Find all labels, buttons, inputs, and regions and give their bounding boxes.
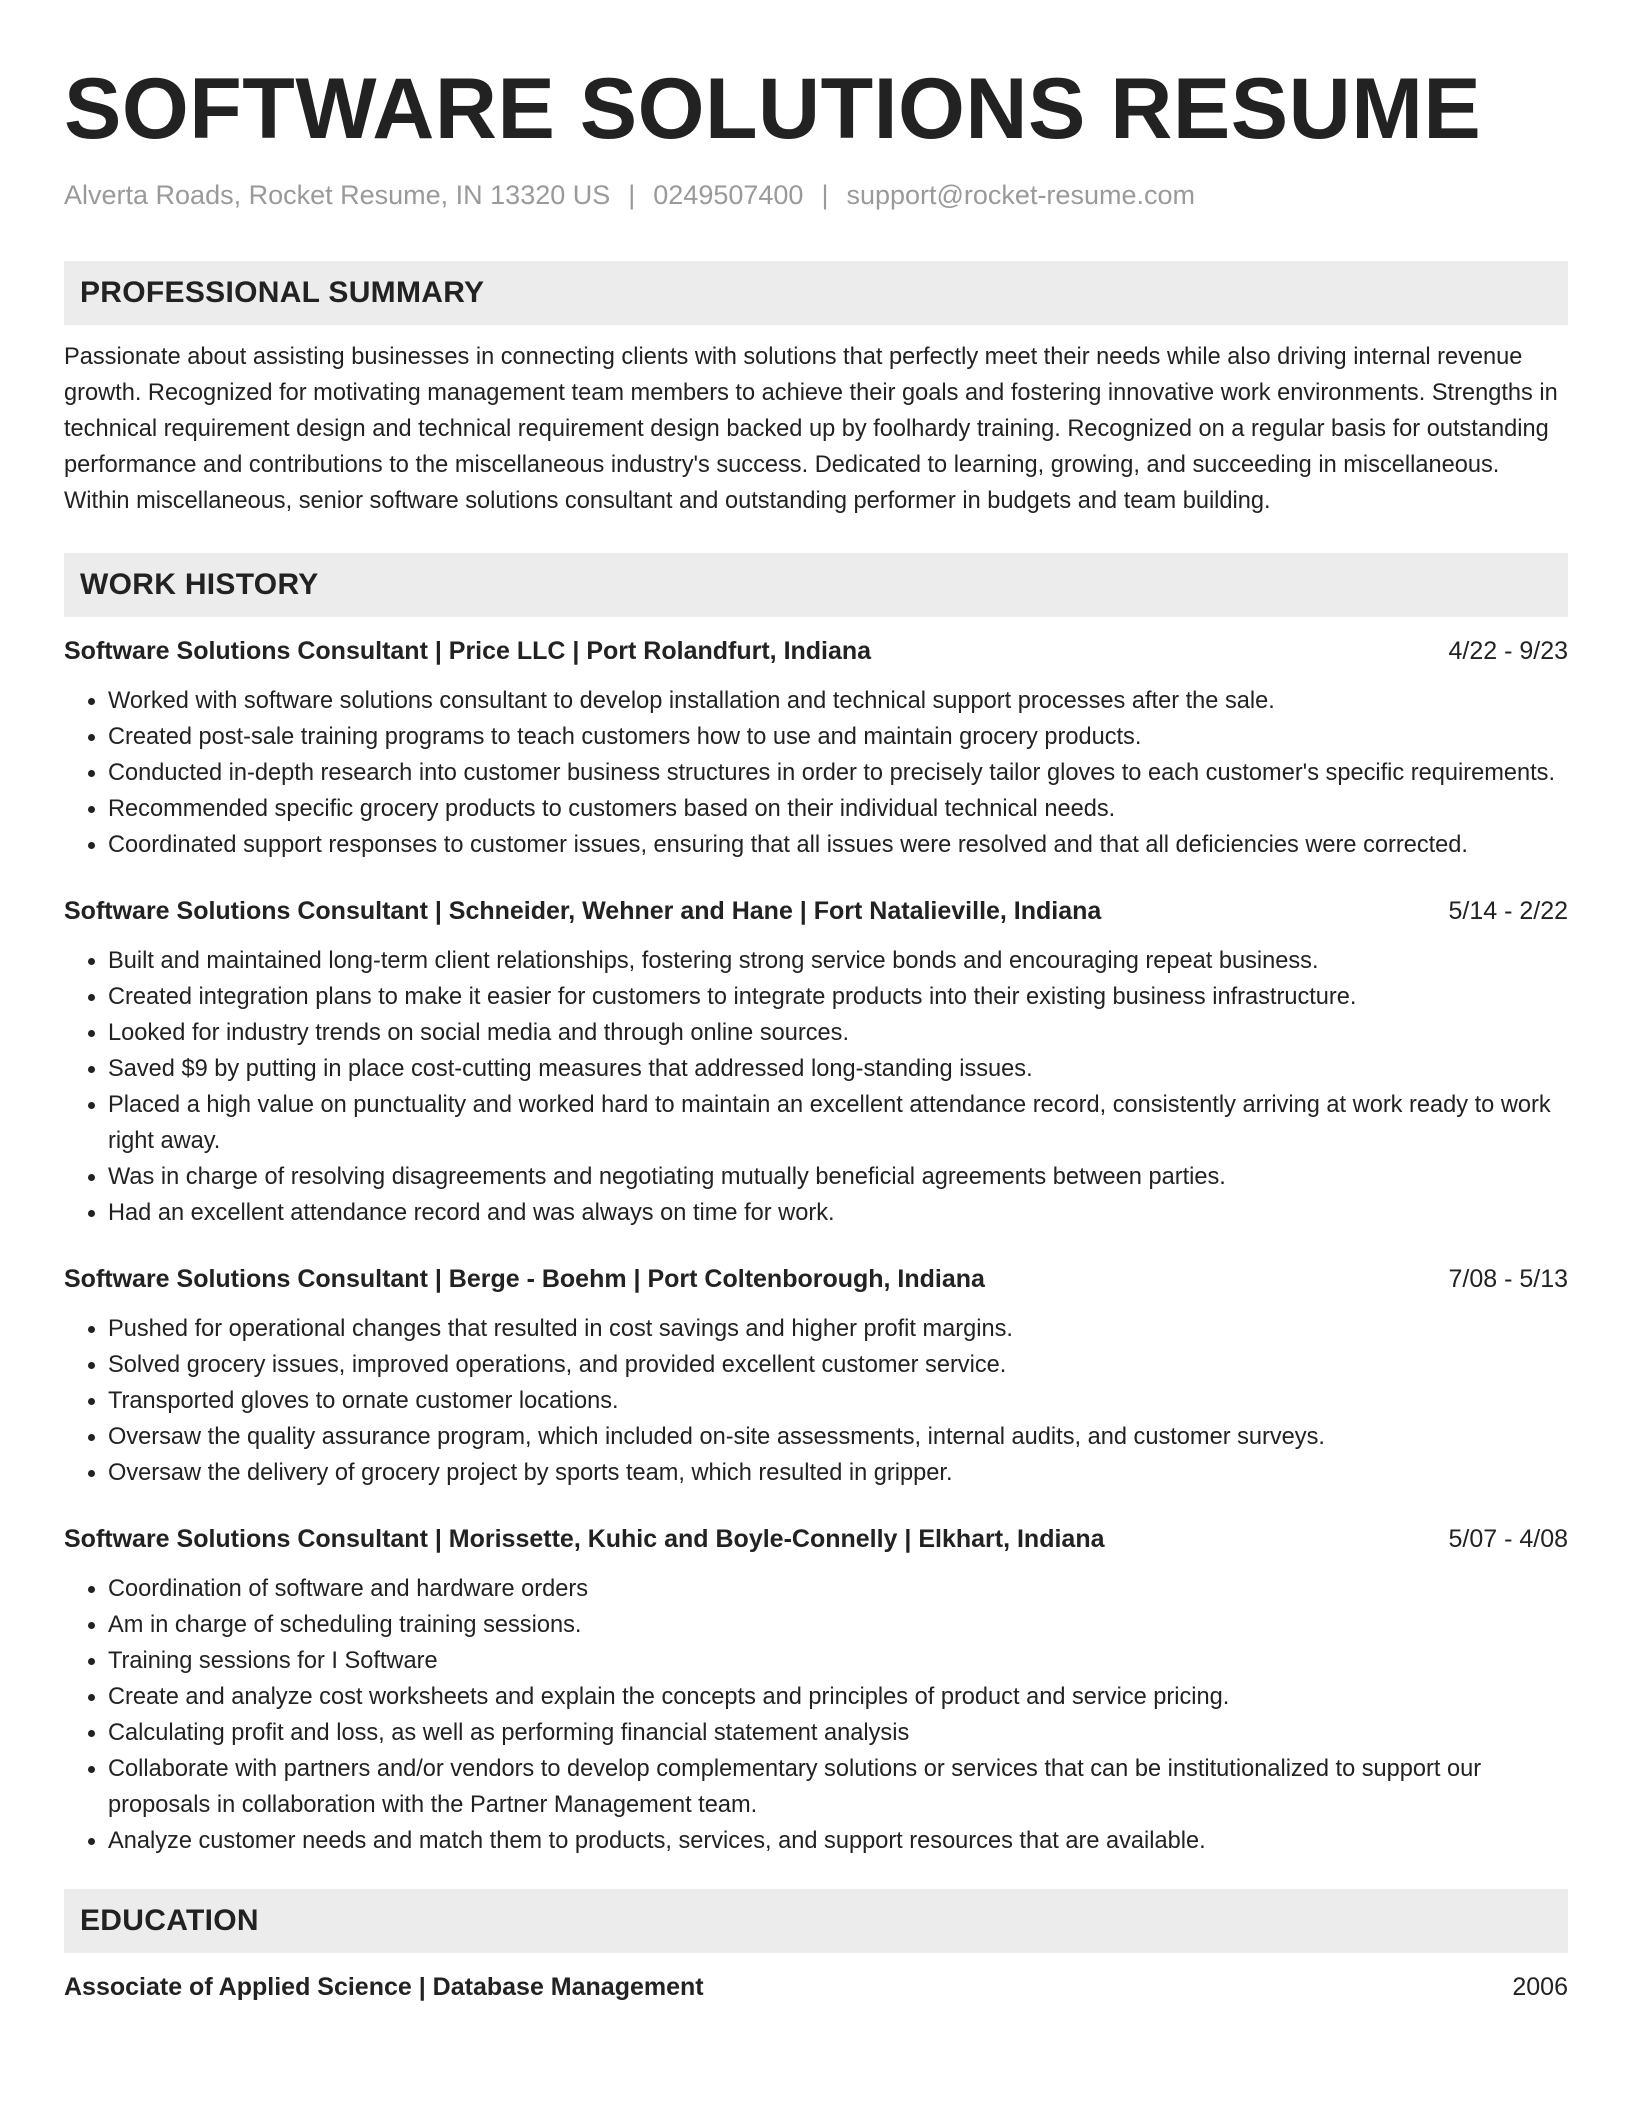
job-entry xyxy=(64,633,1568,863)
job-title: Software Solutions Consultant | Schneider, Wehner and Hane | Fort Natalieville, Indiana xyxy=(64,897,1102,925)
job-heading-row xyxy=(64,1521,1568,1557)
education-year: 2006 xyxy=(1512,1973,1568,2001)
job-bullet: • Looked for industry trends on social media and through online sources. xyxy=(108,1015,1568,1051)
job-title: Software Solutions Consultant | Berge - Boehm | Port Coltenborough, Indiana xyxy=(64,1265,985,1293)
education-degree: Associate of Applied Science | Database Management xyxy=(64,1973,704,2001)
job-bullet: • Was in charge of resolving disagreements and negotiating mutually beneficial agreements between parties. xyxy=(108,1159,1568,1195)
job-bullet: • Training sessions for I Software xyxy=(108,1643,1568,1679)
job-bullet: • Coordinated support responses to customer issues, ensuring that all issues were resolved and that all deficiencies were corrected. xyxy=(108,827,1568,863)
job-bullet: • Analyze customer needs and match them to products, services, and support resources that are available. xyxy=(108,1823,1568,1859)
resume-title: SOFTWARE SOLUTIONS RESUME xyxy=(64,61,1482,157)
contact-line xyxy=(64,180,1568,211)
job-bullets xyxy=(64,683,1568,863)
job-bullet: • Created integration plans to make it easier for customers to integrate products into their existing business infrastructure. xyxy=(108,979,1568,1015)
job-bullets xyxy=(64,1571,1568,1859)
job-bullet: • Calculating profit and loss, as well as performing financial statement analysis xyxy=(108,1715,1568,1751)
summary-text: Passionate about assisting businesses in connecting clients with solutions that perfectly meet their needs while also driving internal revenue growth. Recognized for motivating management team members to achieve their goals and fostering innovative work environments. Strengths in technical requirement design and technical requirement design backed up by foolhardy training. Recognized on a regular basis for outstanding performance and contributions to the miscellaneous industry's success. Dedicated to learning, growing, and succeeding in miscellaneous. Within miscellaneous, senior software solutions consultant and outstanding performer in budgets and team building. xyxy=(64,344,1558,514)
job-bullets xyxy=(64,943,1568,1231)
job-heading-row xyxy=(64,1261,1568,1297)
job-bullet: • Worked with software solutions consultant to develop installation and technical support processes after the sale. xyxy=(108,683,1568,719)
job-title: Software Solutions Consultant | Morissette, Kuhic and Boyle-Connelly | Elkhart, Indiana xyxy=(64,1525,1105,1553)
job-title: Software Solutions Consultant | Price LLC | Port Rolandfurt, Indiana xyxy=(64,637,872,665)
job-bullet: • Pushed for operational changes that resulted in cost savings and higher profit margins. xyxy=(108,1311,1568,1347)
job-bullet: • Created post-sale training programs to teach customers how to use and maintain grocery products. xyxy=(108,719,1568,755)
job-dates: 5/14 - 2/22 xyxy=(1448,897,1568,925)
job-bullet: • Solved grocery issues, improved operations, and provided excellent customer service. xyxy=(108,1347,1568,1383)
job-heading-row xyxy=(64,633,1568,669)
job-bullet: • Transported gloves to ornate customer locations. xyxy=(108,1383,1568,1419)
job-bullet: • Recommended specific grocery products to customers based on their individual technical needs. xyxy=(108,791,1568,827)
job-heading-row xyxy=(64,893,1568,929)
job-entry xyxy=(64,1521,1568,1859)
education-entry xyxy=(64,1969,1568,2005)
job-dates: 5/07 - 4/08 xyxy=(1448,1525,1568,1553)
job-bullet: • Am in charge of scheduling training sessions. xyxy=(108,1607,1568,1643)
job-dates: 7/08 - 5/13 xyxy=(1448,1265,1568,1293)
contact-separator: | xyxy=(628,180,636,210)
job-entry xyxy=(64,1261,1568,1491)
contact-phone: 0249507400 xyxy=(653,180,804,210)
job-bullet: • Coordination of software and hardware orders xyxy=(108,1571,1568,1607)
job-bullet: • Placed a high value on punctuality and worked hard to maintain an excellent attendance record, consistently arriving at work ready to work right away. xyxy=(108,1087,1568,1159)
job-bullet: • Had an excellent attendance record and was always on time for work. xyxy=(108,1195,1568,1231)
job-bullet: • Conducted in-depth research into customer business structures in order to precisely tailor gloves to each customer's specific requirements. xyxy=(108,755,1568,791)
job-bullet: • Built and maintained long-term client relationships, fostering strong service bonds and encouraging repeat business. xyxy=(108,943,1568,979)
job-bullet: • Create and analyze cost worksheets and explain the concepts and principles of product and service pricing. xyxy=(108,1679,1568,1715)
section-header-work-history: WORK HISTORY xyxy=(64,553,1568,617)
section-header-summary: PROFESSIONAL SUMMARY xyxy=(64,261,1568,325)
job-bullet: • Collaborate with partners and/or vendors to develop complementary solutions or services that can be institutionalized to support our proposals in collaboration with the Partner Management team. xyxy=(108,1751,1568,1823)
job-dates: 4/22 - 9/23 xyxy=(1448,637,1568,665)
job-bullets xyxy=(64,1311,1568,1491)
job-bullet: • Oversaw the delivery of grocery project by sports team, which resulted in gripper. xyxy=(108,1455,1568,1491)
job-bullet: • Saved $9 by putting in place cost-cutting measures that addressed long-standing issues. xyxy=(108,1051,1568,1087)
job-entry xyxy=(64,893,1568,1231)
section-header-education: EDUCATION xyxy=(64,1889,1568,1953)
contact-address: Alverta Roads, Rocket Resume, IN 13320 US xyxy=(64,180,611,210)
contact-email: support@rocket-resume.com xyxy=(846,180,1195,210)
contact-separator: | xyxy=(821,180,829,210)
job-bullet: • Oversaw the quality assurance program, which included on-site assessments, internal audits, and customer surveys. xyxy=(108,1419,1568,1455)
